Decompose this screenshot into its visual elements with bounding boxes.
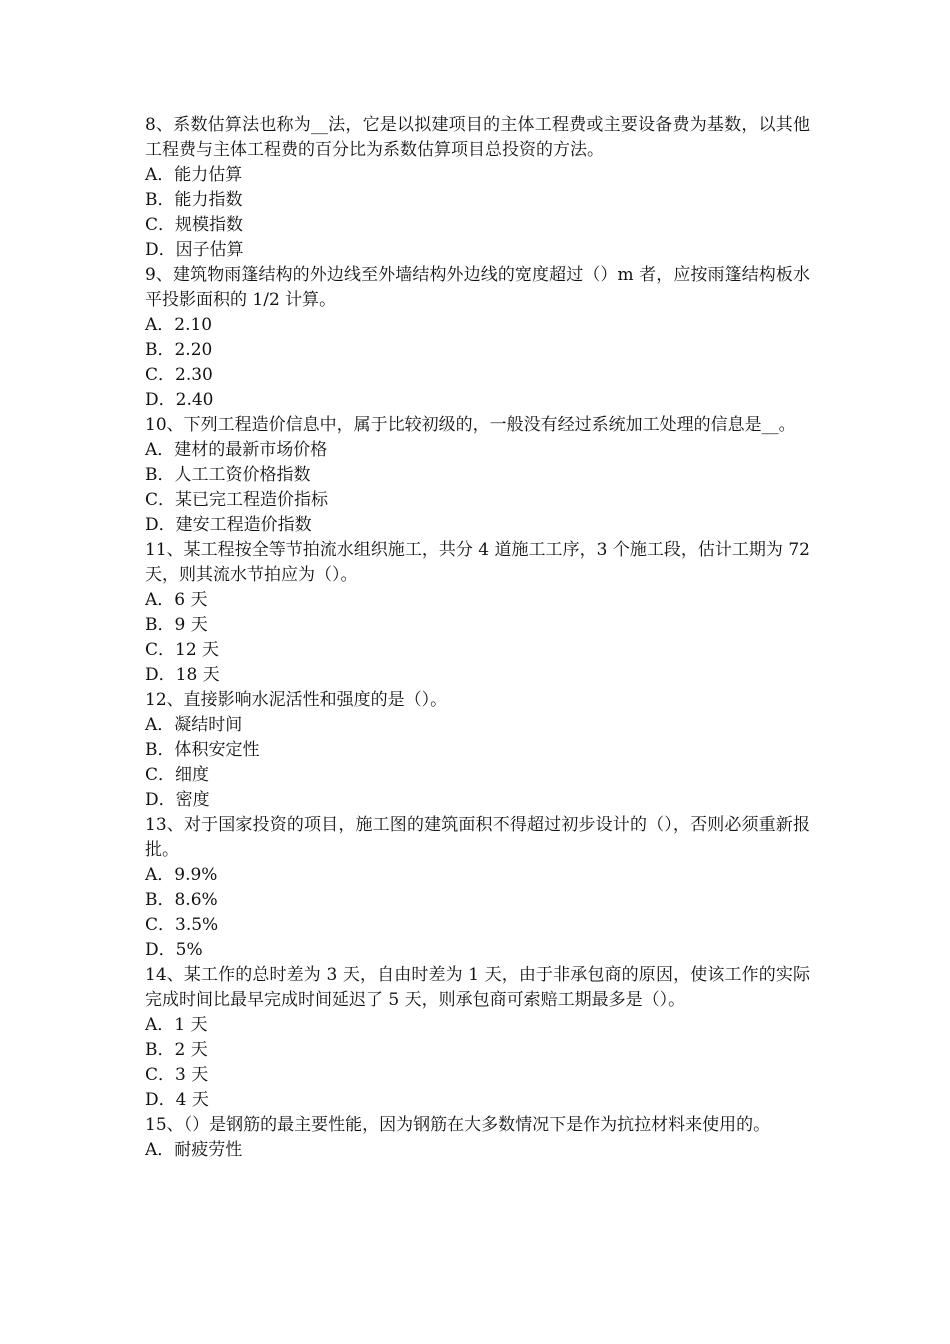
option-a: A．能力估算 [145, 165, 243, 185]
option-b: B．能力指数 [145, 190, 243, 210]
question-list [145, 113, 810, 1163]
option-c: C．细度 [145, 765, 210, 785]
question-stem: 11、某工程按全等节拍流水组织施工，共分 4 道施工工序，3 个施工段，估计工期为 72 天，则其流水节拍应为（）。 [145, 540, 810, 585]
question-stem: 15、（）是钢筋的最主要性能，因为钢筋在大多数情况下是作为抗拉材料来使用的。 [145, 1115, 771, 1135]
option-b: B．2.20 [145, 340, 213, 360]
question-13 [145, 813, 810, 963]
option-b: B．8.6% [145, 890, 218, 910]
option-d: D．建安工程造价指数 [145, 515, 312, 535]
option-c: C．规模指数 [145, 215, 244, 235]
option-a: A．建材的最新市场价格 [145, 440, 328, 460]
option-c: C．3 天 [145, 1065, 209, 1085]
option-c: C．2.30 [145, 365, 213, 385]
option-d: D．4 天 [145, 1090, 209, 1110]
option-c: C．某已完工程造价指标 [145, 490, 329, 510]
option-b: B．9 天 [145, 615, 208, 635]
question-stem: 10、下列工程造价信息中，属于比较初级的，一般没有经过系统加工处理的信息是__。 [145, 415, 796, 435]
question-15 [145, 1113, 810, 1163]
option-a: A．1 天 [145, 1015, 208, 1035]
option-a: A．6 天 [145, 590, 208, 610]
question-stem: 8、系数估算法也称为__法，它是以拟建项目的主体工程费或主要设备费为基数，以其他工程费与主体工程费的百分比为系数估算项目总投资的方法。 [145, 115, 810, 160]
option-d: D．因子估算 [145, 240, 244, 260]
question-8 [145, 113, 810, 263]
option-c: C．12 天 [145, 640, 220, 660]
option-b: B．2 天 [145, 1040, 208, 1060]
option-b: B．人工工资价格指数 [145, 465, 311, 485]
question-stem: 12、直接影响水泥活性和强度的是（）。 [145, 690, 448, 710]
question-stem: 14、某工作的总时差为 3 天，自由时差为 1 天，由于非承包商的原因，使该工作的实际完成时间比最早完成时间延迟了 5 天，则承包商可索赔工期最多是（）。 [145, 965, 810, 1010]
option-a: A．凝结时间 [145, 715, 243, 735]
option-b: B．体积安定性 [145, 740, 260, 760]
option-a: A．9.9% [145, 865, 218, 885]
question-9 [145, 263, 810, 413]
question-10 [145, 413, 810, 538]
question-14 [145, 963, 810, 1113]
option-a: A．耐疲劳性 [145, 1140, 243, 1160]
option-d: D．2.40 [145, 390, 214, 410]
option-c: C．3.5% [145, 915, 219, 935]
option-d: D．18 天 [145, 665, 220, 685]
option-a: A．2.10 [145, 315, 213, 335]
question-11 [145, 538, 810, 688]
question-stem: 13、对于国家投资的项目，施工图的建筑面积不得超过初步设计的（），否则必须重新报批。 [145, 815, 810, 860]
question-stem: 9、建筑物雨篷结构的外边线至外墙结构外边线的宽度超过（）m 者，应按雨篷结构板水平投影面积的 1/2 计算。 [145, 265, 810, 310]
option-d: D．5% [145, 940, 203, 960]
question-12 [145, 688, 810, 813]
option-d: D．密度 [145, 790, 210, 810]
